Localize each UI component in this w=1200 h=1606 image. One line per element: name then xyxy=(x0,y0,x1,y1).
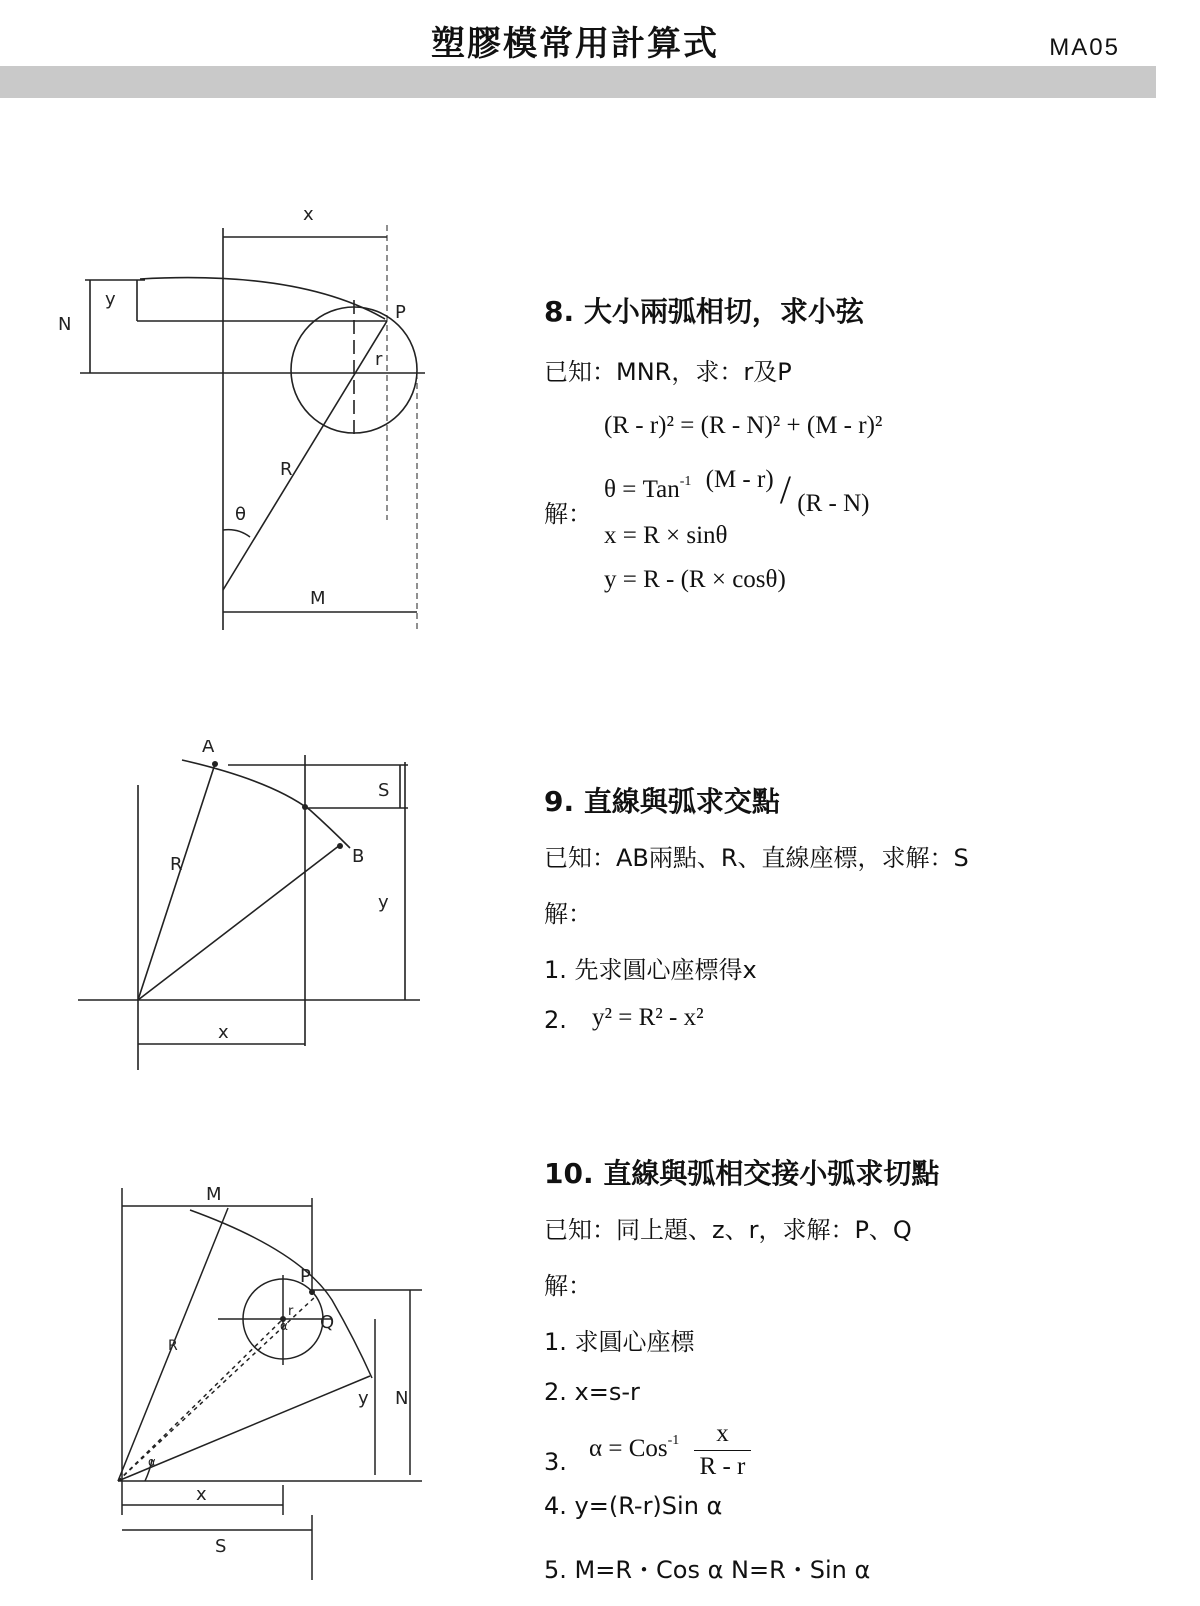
label-s: S xyxy=(378,780,390,801)
label-p: P xyxy=(300,1266,311,1287)
label-r: R xyxy=(170,854,183,875)
diagram-10 xyxy=(100,1180,440,1590)
formula-2-slash: / xyxy=(779,467,792,512)
label-alpha: α xyxy=(280,1319,288,1333)
page-code: MA05 xyxy=(1049,34,1120,61)
section-8-title: 8. 大小兩弧相切，求小弦 xyxy=(544,295,864,328)
section-10-solve-label: 解： xyxy=(544,1272,592,1300)
label-s: S xyxy=(215,1536,227,1557)
label-a: A xyxy=(202,740,215,757)
section-8-formula-1: (R - r)² = (R - N)² + (M - r)² xyxy=(604,412,883,439)
label-r-big: R xyxy=(280,459,293,480)
formula-2-den: (R - N) xyxy=(797,490,870,517)
section-10-step-2: 2. x=s-r xyxy=(544,1378,640,1406)
section-9 xyxy=(544,780,1144,1040)
step-3-numerator: x xyxy=(694,1420,752,1451)
label-b: B xyxy=(352,846,365,867)
section-8 xyxy=(544,290,1144,620)
section-10 xyxy=(544,1152,1164,1592)
label-theta: θ xyxy=(235,504,247,525)
section-9-title: 9. 直線與弧求交點 xyxy=(544,785,780,818)
section-10-title: 10. 直線與弧相交接小弧求切點 xyxy=(544,1157,940,1190)
label-r-small: r xyxy=(375,349,383,370)
label-x: x xyxy=(303,204,314,225)
section-10-step-5: 5. M=R・Cos α N=R・Sin α xyxy=(544,1556,871,1584)
label-m: M xyxy=(206,1184,222,1205)
step-3-denominator: R - r xyxy=(699,1453,746,1480)
label-r-big: R xyxy=(168,1338,178,1354)
section-8-given: 已知：MNR，求：r及P xyxy=(544,358,792,386)
section-8-formula-2 xyxy=(604,460,870,517)
step-3-sup: -1 xyxy=(667,1433,680,1449)
section-8-formula-4: y = R - (R × cosθ) xyxy=(604,566,786,593)
header-bar xyxy=(0,66,1156,98)
section-9-step-2: y² = R² - x² xyxy=(592,1004,704,1031)
section-10-step-1: 1. 求圓心座標 xyxy=(544,1328,695,1356)
label-n: N xyxy=(395,1388,409,1409)
label-x: x xyxy=(196,1484,207,1505)
section-10-step-4: 4. y=(R-r)Sin α xyxy=(544,1492,723,1520)
section-9-solve-label: 解： xyxy=(544,900,592,928)
page-title: 塑膠模常用計算式 xyxy=(431,24,719,64)
label-m: M xyxy=(310,588,326,609)
section-8-formula-3: x = R × sinθ xyxy=(604,522,728,549)
label-n: N xyxy=(58,314,72,335)
label-y: y xyxy=(378,892,389,913)
step-3-fraction xyxy=(694,1420,752,1481)
label-r-small: r xyxy=(288,1304,294,1319)
label-y: y xyxy=(105,289,116,310)
label-alpha-2: α xyxy=(148,1455,156,1469)
diagram-9 xyxy=(60,740,460,1100)
formula-2-num: (M - r) xyxy=(705,466,774,493)
step-3-lhs: α = Cos xyxy=(589,1435,668,1463)
section-10-given: 已知：同上題、z、r，求解：P、Q xyxy=(544,1216,912,1244)
label-q: Q xyxy=(320,1312,335,1333)
section-9-step-1: 1. 先求圓心座標得x xyxy=(544,956,757,984)
section-9-given: 已知：AB兩點、R、直線座標，求解：S xyxy=(544,844,969,872)
label-y: y xyxy=(358,1388,369,1409)
label-p: P xyxy=(395,302,406,323)
section-9-step-2-num: 2. xyxy=(544,1006,567,1034)
label-x: x xyxy=(218,1022,229,1043)
section-10-step-3-num: 3. xyxy=(544,1448,567,1476)
diagram-8 xyxy=(40,200,460,660)
formula-2-sup: -1 xyxy=(679,474,692,489)
section-8-solve-label: 解： xyxy=(544,500,592,528)
formula-2-lhs: θ = Tan xyxy=(604,476,680,503)
section-10-step-3 xyxy=(589,1420,751,1481)
